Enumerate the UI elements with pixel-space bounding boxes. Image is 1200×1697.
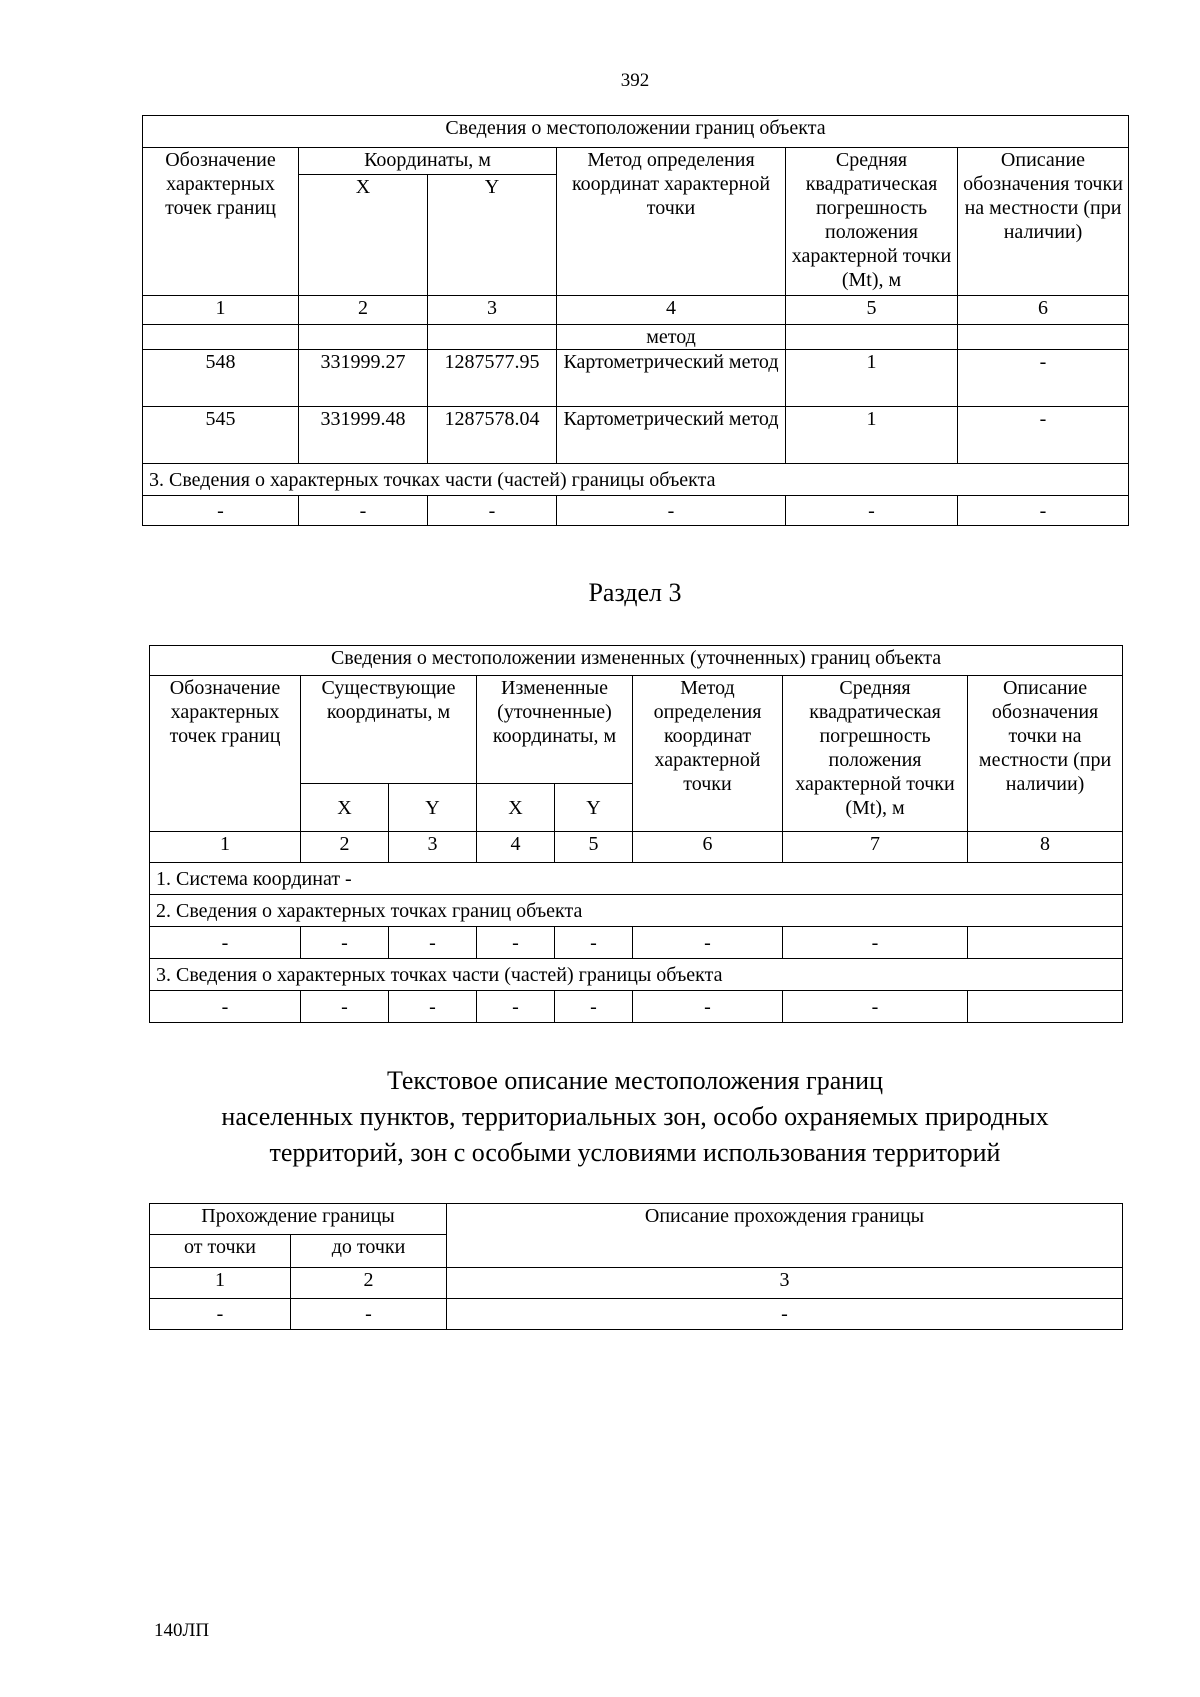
col-number: 3 [447,1268,1123,1299]
description: - [958,350,1129,407]
col-number: 3 [389,832,477,863]
table2-header-y1: Y [389,784,477,832]
text-description-title [0,1063,1200,1171]
table2-title: Сведения о местоположении измененных (уточненных) границ объекта [150,646,1123,676]
page-number: 392 [620,70,650,91]
header-from: от точки [150,1235,291,1268]
col-number: 2 [291,1268,447,1299]
col-number: 2 [301,832,389,863]
table-row: - - - - - - - [150,927,1123,959]
method: Картометрический метод [557,350,786,407]
boundary-passage-table [149,1203,1123,1330]
col-number: 8 [968,832,1123,863]
col-number: 7 [783,832,968,863]
col-number: 4 [477,832,555,863]
table1-header-error: Средняя квадратическая погрешность положения характерной точки (Mt), м [786,148,958,296]
table2-header-method: Метод определения координат характерной точки [633,676,783,832]
changed-boundary-table [149,645,1123,1023]
coord-system: 1. Система координат - [150,863,1123,895]
col-number: 4 [557,296,786,325]
table2-header-point: Обозначение характерных точек границ [150,676,301,832]
section-heading: 2. Сведения о характерных точках границ объекта [150,895,1123,927]
table2-header-x1: X [301,784,389,832]
table-row [143,407,1129,464]
col-number: 3 [428,296,557,325]
coord-x: 331999.27 [299,350,428,407]
table1-header-y: Y [428,175,557,296]
point-id: 545 [143,407,299,464]
boundary-location-table [142,115,1129,526]
section-title: Раздел 3 [588,578,682,607]
table1-header-desc: Описание обозначения точки на местности (при наличии) [958,148,1129,296]
table1-header-method: Метод определения координат характерной точки [557,148,786,296]
table2-header-existing: Существующие координаты, м [301,676,477,784]
col-number: 5 [786,296,958,325]
text-title-line: Текстовое описание местоположения границ [386,1066,884,1095]
table1-title: Сведения о местоположении границ объекта [143,116,1129,148]
description: - [958,407,1129,464]
coord-y: 1287577.95 [428,350,557,407]
table1-header-x: X [299,175,428,296]
point-id: 548 [143,350,299,407]
table-row: - - - [150,1299,1123,1330]
header-description: Описание прохождения границы [447,1204,1123,1268]
col-number: 6 [633,832,783,863]
method: Картометрический метод [557,407,786,464]
col-number: 5 [555,832,633,863]
table-row: - - - - - - [143,496,1129,526]
header-passage: Прохождение границы [150,1204,447,1235]
coord-x: 331999.48 [299,407,428,464]
col-number: 1 [150,1268,291,1299]
table2-header-error: Средняя квадратическая погрешность положения характерной точки (Mt), м [783,676,968,832]
table-row: - - - - - - - [150,991,1123,1023]
col-number: 1 [150,832,301,863]
text-title-line: территорий, зон с особыми условиями использования территорий [269,1138,1001,1167]
col-number: 6 [958,296,1129,325]
error: 1 [786,407,958,464]
header-to: до точки [291,1235,447,1268]
col-number: 1 [143,296,299,325]
coord-y: 1287578.04 [428,407,557,464]
table-row [143,350,1129,407]
text-title-line: населенных пунктов, территориальных зон, особо охраняемых природных [221,1102,1049,1131]
col-number: 2 [299,296,428,325]
table2-header-x2: X [477,784,555,832]
section-heading: 3. Сведения о характерных точках части (частей) границы объекта [143,464,1129,496]
table2-header-changed: Измененные (уточненные) координаты, м [477,676,633,784]
table2-header-desc: Описание обозначения точки на местности (при наличии) [968,676,1123,832]
continued-method: метод [557,325,786,350]
footer-code: 140ЛП [154,1620,210,1641]
error: 1 [786,350,958,407]
table1-header-coords: Координаты, м [299,148,557,175]
section-heading: 3. Сведения о характерных точках части (частей) границы объекта [150,959,1123,991]
table2-header-y2: Y [555,784,633,832]
table1-header-point: Обозначение характерных точек границ [143,148,299,296]
